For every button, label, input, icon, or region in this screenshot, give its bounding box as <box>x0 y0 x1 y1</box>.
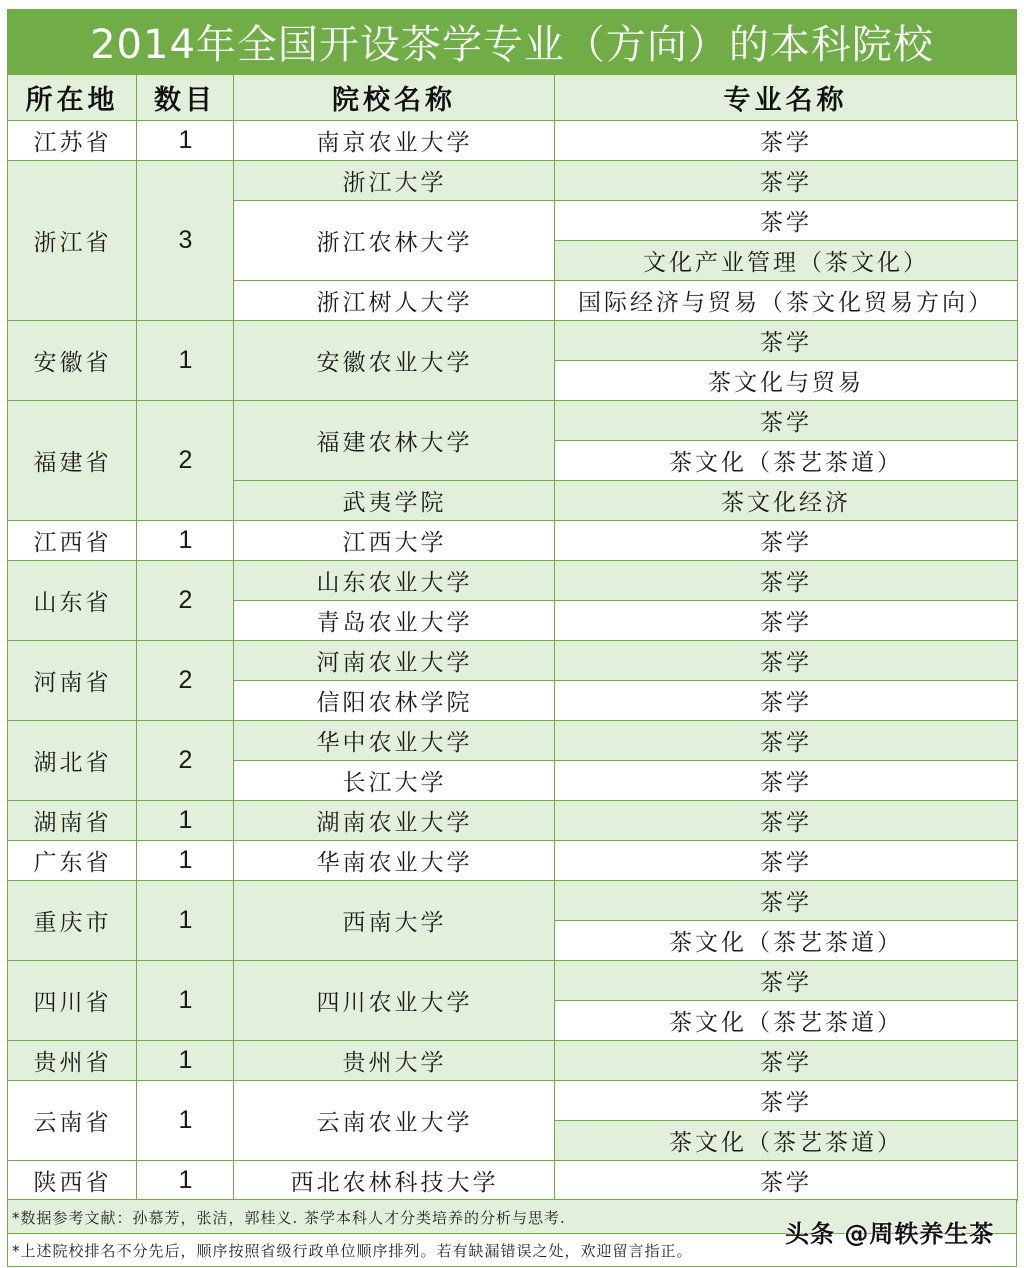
column-header-major: 专业名称 <box>554 74 1017 121</box>
cell-major-name: 茶文化（茶艺茶道） <box>554 920 1018 961</box>
cell-major-name: 茶学 <box>554 320 1018 361</box>
cell-count: 1 <box>136 960 235 1041</box>
cell-school-name: 浙江树人大学 <box>233 280 556 321</box>
cell-school-name: 南京农业大学 <box>233 120 556 161</box>
cell-location: 河南省 <box>7 640 138 721</box>
cell-major-name: 茶学 <box>554 1160 1018 1201</box>
cell-school-name: 西北农林科技大学 <box>233 1160 556 1201</box>
cell-school-name: 华中农业大学 <box>233 720 556 761</box>
cell-count: 2 <box>136 400 235 521</box>
cell-count: 2 <box>136 640 235 721</box>
cell-major-name: 茶文化（茶艺茶道） <box>554 1120 1018 1161</box>
cell-major-name: 茶学 <box>554 640 1018 681</box>
column-header-school: 院校名称 <box>233 74 555 121</box>
cell-school-name: 浙江大学 <box>233 160 556 201</box>
watermark-text: 头条 @周轶养生茶 <box>785 1220 995 1248</box>
cell-count: 1 <box>136 120 235 161</box>
cell-count: 1 <box>136 840 235 881</box>
cell-school-name: 安徽农业大学 <box>233 320 556 401</box>
cell-school-name: 西南大学 <box>233 880 556 961</box>
cell-major-name: 文化产业管理（茶文化） <box>554 240 1018 281</box>
column-header-location: 所在地 <box>7 74 137 121</box>
cell-major-name: 茶文化（茶艺茶道） <box>554 1000 1018 1041</box>
cell-school-name: 四川农业大学 <box>233 960 556 1041</box>
cell-count: 3 <box>136 160 235 321</box>
cell-major-name: 茶学 <box>554 960 1018 1001</box>
cell-major-name: 茶学 <box>554 520 1018 561</box>
cell-school-name: 信阳农林学院 <box>233 680 556 721</box>
cell-school-name: 山东农业大学 <box>233 560 556 601</box>
cell-school-name: 江西大学 <box>233 520 556 561</box>
cell-location: 云南省 <box>7 1080 138 1161</box>
cell-count: 2 <box>136 720 235 801</box>
cell-major-name: 茶学 <box>554 720 1018 761</box>
cell-location: 浙江省 <box>7 160 138 321</box>
cell-location: 贵州省 <box>7 1040 138 1081</box>
footnote-reference: *数据参考文献：孙慕芳，张洁，郭桂义. 茶学本科人才分类培养的分析与思考. <box>7 1199 1017 1235</box>
footnote-ordering: *上述院校排名不分先后，顺序按照省级行政单位顺序排列。若有缺漏错误之处，欢迎留言指正。 <box>7 1233 1017 1267</box>
cell-major-name: 国际经济与贸易（茶文化贸易方向） <box>554 280 1018 321</box>
cell-school-name: 贵州大学 <box>233 1040 556 1081</box>
cell-count: 1 <box>136 1080 235 1161</box>
cell-location: 广东省 <box>7 840 138 881</box>
column-header-count: 数目 <box>136 74 234 121</box>
cell-location: 山东省 <box>7 560 138 641</box>
cell-school-name: 浙江农林大学 <box>233 200 556 281</box>
cell-major-name: 茶学 <box>554 1040 1018 1081</box>
cell-major-name: 茶学 <box>554 160 1018 201</box>
cell-major-name: 茶文化（茶艺茶道） <box>554 440 1018 481</box>
cell-school-name: 青岛农业大学 <box>233 600 556 641</box>
cell-major-name: 茶学 <box>554 880 1018 921</box>
table-title: 2014年全国开设茶学专业（方向）的本科院校 <box>7 9 1017 74</box>
cell-major-name: 茶学 <box>554 120 1018 161</box>
cell-count: 2 <box>136 560 235 641</box>
cell-major-name: 茶学 <box>554 840 1018 881</box>
cell-count: 1 <box>136 800 235 841</box>
cell-major-name: 茶学 <box>554 400 1018 441</box>
cell-school-name: 武夷学院 <box>233 480 556 521</box>
cell-count: 1 <box>136 320 235 401</box>
cell-school-name: 湖南农业大学 <box>233 800 556 841</box>
cell-school-name: 云南农业大学 <box>233 1080 556 1161</box>
cell-major-name: 茶学 <box>554 200 1018 241</box>
cell-location: 福建省 <box>7 400 138 521</box>
cell-major-name: 茶学 <box>554 760 1018 801</box>
cell-location: 安徽省 <box>7 320 138 401</box>
cell-school-name: 福建农林大学 <box>233 400 556 481</box>
cell-count: 1 <box>136 520 235 561</box>
cell-major-name: 茶学 <box>554 600 1018 641</box>
cell-location: 四川省 <box>7 960 138 1041</box>
cell-location: 江西省 <box>7 520 138 561</box>
cell-major-name: 茶学 <box>554 560 1018 601</box>
cell-major-name: 茶文化经济 <box>554 480 1018 521</box>
cell-count: 1 <box>136 1160 235 1201</box>
cell-count: 1 <box>136 1040 235 1081</box>
cell-major-name: 茶学 <box>554 1080 1018 1121</box>
cell-location: 湖南省 <box>7 800 138 841</box>
cell-location: 陕西省 <box>7 1160 138 1201</box>
cell-location: 重庆市 <box>7 880 138 961</box>
cell-location: 江苏省 <box>7 120 138 161</box>
cell-school-name: 河南农业大学 <box>233 640 556 681</box>
cell-major-name: 茶学 <box>554 680 1018 721</box>
cell-count: 1 <box>136 880 235 961</box>
cell-major-name: 茶文化与贸易 <box>554 360 1018 401</box>
cell-school-name: 长江大学 <box>233 760 556 801</box>
cell-major-name: 茶学 <box>554 800 1018 841</box>
cell-school-name: 华南农业大学 <box>233 840 556 881</box>
cell-location: 湖北省 <box>7 720 138 801</box>
